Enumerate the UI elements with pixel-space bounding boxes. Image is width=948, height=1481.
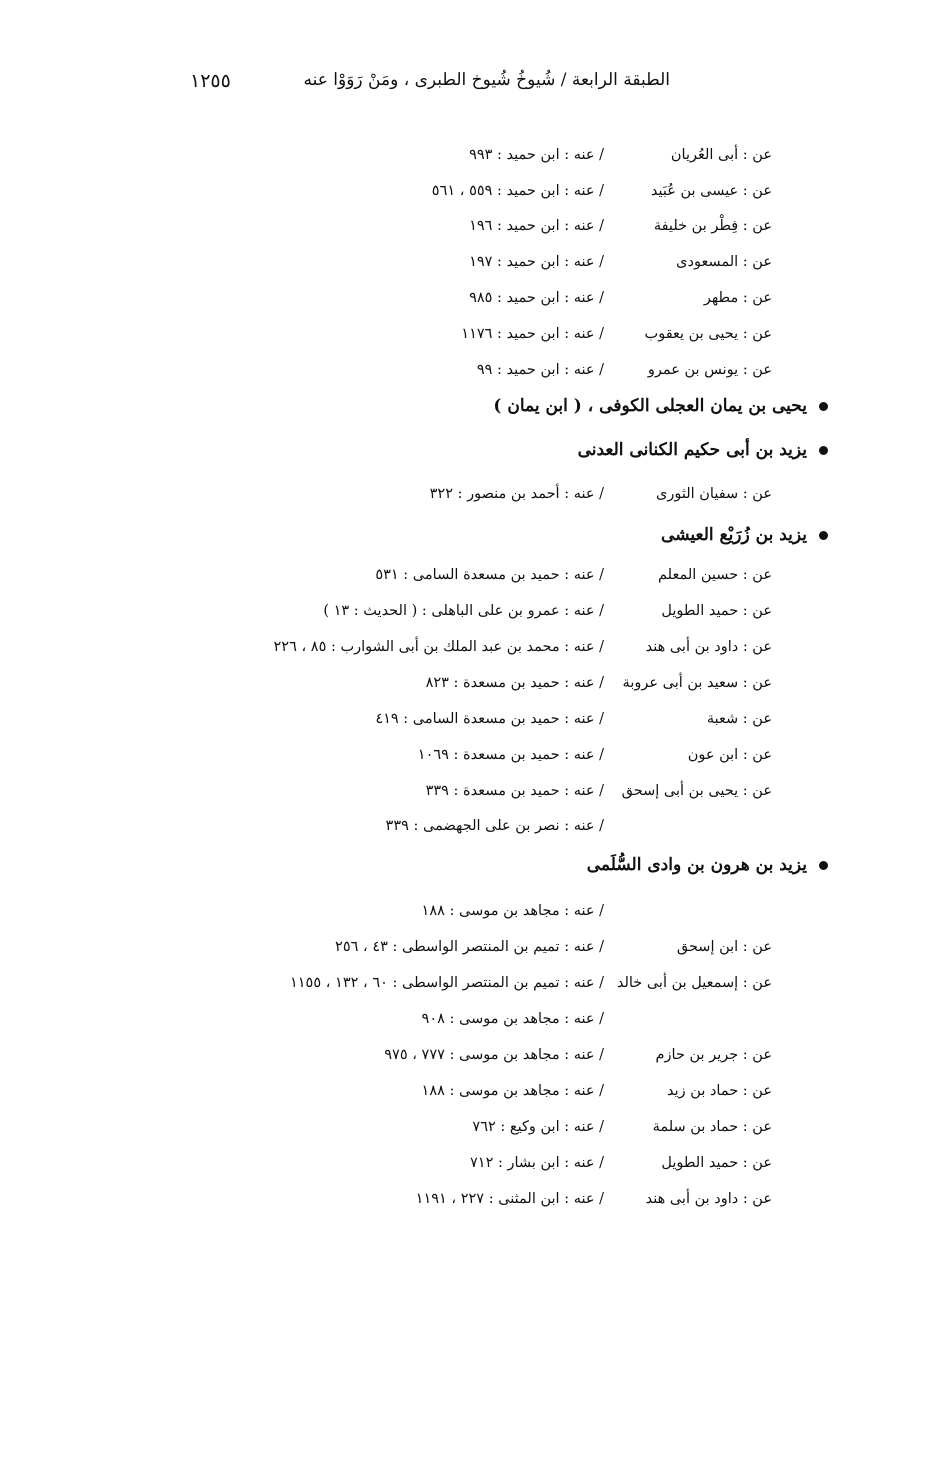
chain-transmitter: / عنه : مجاهد بن موسى : ١٨٨ <box>421 903 604 919</box>
chain-transmitter: / عنه : حميد بن مسعدة : ١٠٦٩ <box>417 747 604 763</box>
chain-source: عن : داود بن أبى هند <box>645 639 772 655</box>
chain-transmitter: / عنه : ابن حميد : ٥٥٩ ، ٥٦١ <box>431 183 604 199</box>
chain-source: عن : المسعودى <box>676 254 772 270</box>
narrator-heading <box>578 440 828 472</box>
chain-source: عن : سعيد بن أبى عروبة <box>622 675 772 691</box>
chain-transmitter: / عنه : تميم بن المنتصر الواسطى : ٦٠ ، ١٣٢ ، ١١٥٥ <box>289 975 604 991</box>
narrator-heading <box>587 855 828 887</box>
bullet-icon <box>819 861 828 870</box>
chain-source: عن : فِطْر بن خليفة <box>653 218 772 234</box>
chain-source: عن : سفيان الثورى <box>656 486 772 502</box>
narrator-heading <box>493 396 828 428</box>
chain-source: عن : حماد بن زيد <box>667 1083 772 1099</box>
bullet-icon <box>819 402 828 411</box>
chain-transmitter: / عنه : ابن وكيع : ٧٦٢ <box>472 1119 604 1135</box>
page-header <box>190 70 670 102</box>
chain-transmitter: / عنه : حميد بن مسعدة السامى : ٥٣١ <box>375 567 604 583</box>
chain-transmitter: / عنه : مجاهد بن موسى : ١٨٨ <box>421 1083 604 1099</box>
chain-source: عن : ابن عون <box>687 747 772 763</box>
chain-source: عن : يونس بن عمرو <box>647 362 772 378</box>
chain-source: عن : شعبة <box>706 711 772 727</box>
chain-source: عن : حسين المعلم <box>658 567 772 583</box>
chain-source: عن : حميد الطويل <box>661 603 772 619</box>
chain-transmitter: / عنه : مجاهد بن موسى : ٩٠٨ <box>421 1011 604 1027</box>
narrator-name: يزيد بن أبى حكيم الكنانى العدنى <box>577 440 807 460</box>
chain-source: عن : إسمعيل بن أبى خالد <box>616 975 772 991</box>
chain-transmitter: / عنه : ابن حميد : ١١٧٦ <box>461 326 604 342</box>
chain-transmitter: / عنه : ابن حميد : ١٩٧ <box>469 254 604 270</box>
chain-transmitter: / عنه : ابن حميد : ١٩٦ <box>469 218 604 234</box>
bullet-icon <box>819 446 828 455</box>
chain-transmitter: / عنه : تميم بن المنتصر الواسطى : ٤٣ ، ٢٥٦ <box>335 939 604 955</box>
narrator-name: يحيى بن يمان العجلى الكوفى ، ( ابن يمان ) <box>493 396 807 416</box>
chain-source: عن : جرير بن حازم <box>655 1047 772 1063</box>
chain-source: عن : حماد بن سلمة <box>652 1119 772 1135</box>
chain-source: عن : عيسى بن عُبَيد <box>650 183 772 199</box>
page-number: ١٢٥٥ <box>190 70 231 92</box>
chain-source: عن : يحيى بن يعقوب <box>644 326 772 342</box>
chain-transmitter: / عنه : حميد بن مسعدة السامى : ٤١٩ <box>375 711 604 727</box>
chain-transmitter: / عنه : أحمد بن منصور : ٣٢٢ <box>429 486 604 502</box>
chain-transmitter: / عنه : ابن حميد : ٩٩ <box>476 362 604 378</box>
chain-source: عن : داود بن أبى هند <box>645 1191 772 1207</box>
chain-transmitter: / عنه : عمرو بن على الباهلى : ( الحديث : ١٣ ) <box>323 603 604 619</box>
chain-transmitter: / عنه : حميد بن مسعدة : ٣٣٩ <box>425 783 604 799</box>
running-title: الطبقة الرابعة / شُيوخُ شُيوخ الطبرى ، ومَنْ رَوَوْا عنه <box>303 70 670 90</box>
chain-transmitter: / عنه : نصر بن على الجهضمى : ٣٣٩ <box>385 818 604 834</box>
chain-source: عن : يحيى بن أبى إسحق <box>621 783 772 799</box>
chain-source: عن : مطهر <box>703 290 772 306</box>
narrator-name: يزيد بن هرون بن وادى السُّلَمى <box>586 855 807 875</box>
chain-transmitter: / عنه : ابن حميد : ٩٨٥ <box>469 290 604 306</box>
narrator-name: يزيد بن زُرَيْع العيشى <box>661 525 807 545</box>
chain-source: عن : حميد الطويل <box>661 1155 772 1171</box>
chain-transmitter: / عنه : محمد بن عبد الملك بن أبى الشوارب : ٨٥ ، ٢٢٦ <box>273 639 604 655</box>
chain-source: عن : أبى العُريان <box>670 147 772 163</box>
chain-transmitter: / عنه : مجاهد بن موسى : ٧٧٧ ، ٩٧٥ <box>384 1047 604 1063</box>
chain-transmitter: / عنه : ابن حميد : ٩٩٣ <box>469 147 604 163</box>
chain-transmitter: / عنه : حميد بن مسعدة : ٨٢٣ <box>425 675 604 691</box>
chain-transmitter: / عنه : ابن المثنى : ٢٢٧ ، ١١٩١ <box>415 1191 604 1207</box>
narrator-heading <box>661 525 828 557</box>
chain-source: عن : ابن إسحق <box>676 939 772 955</box>
chain-transmitter: / عنه : ابن بشار : ٧١٢ <box>470 1155 604 1171</box>
bullet-icon <box>819 531 828 540</box>
